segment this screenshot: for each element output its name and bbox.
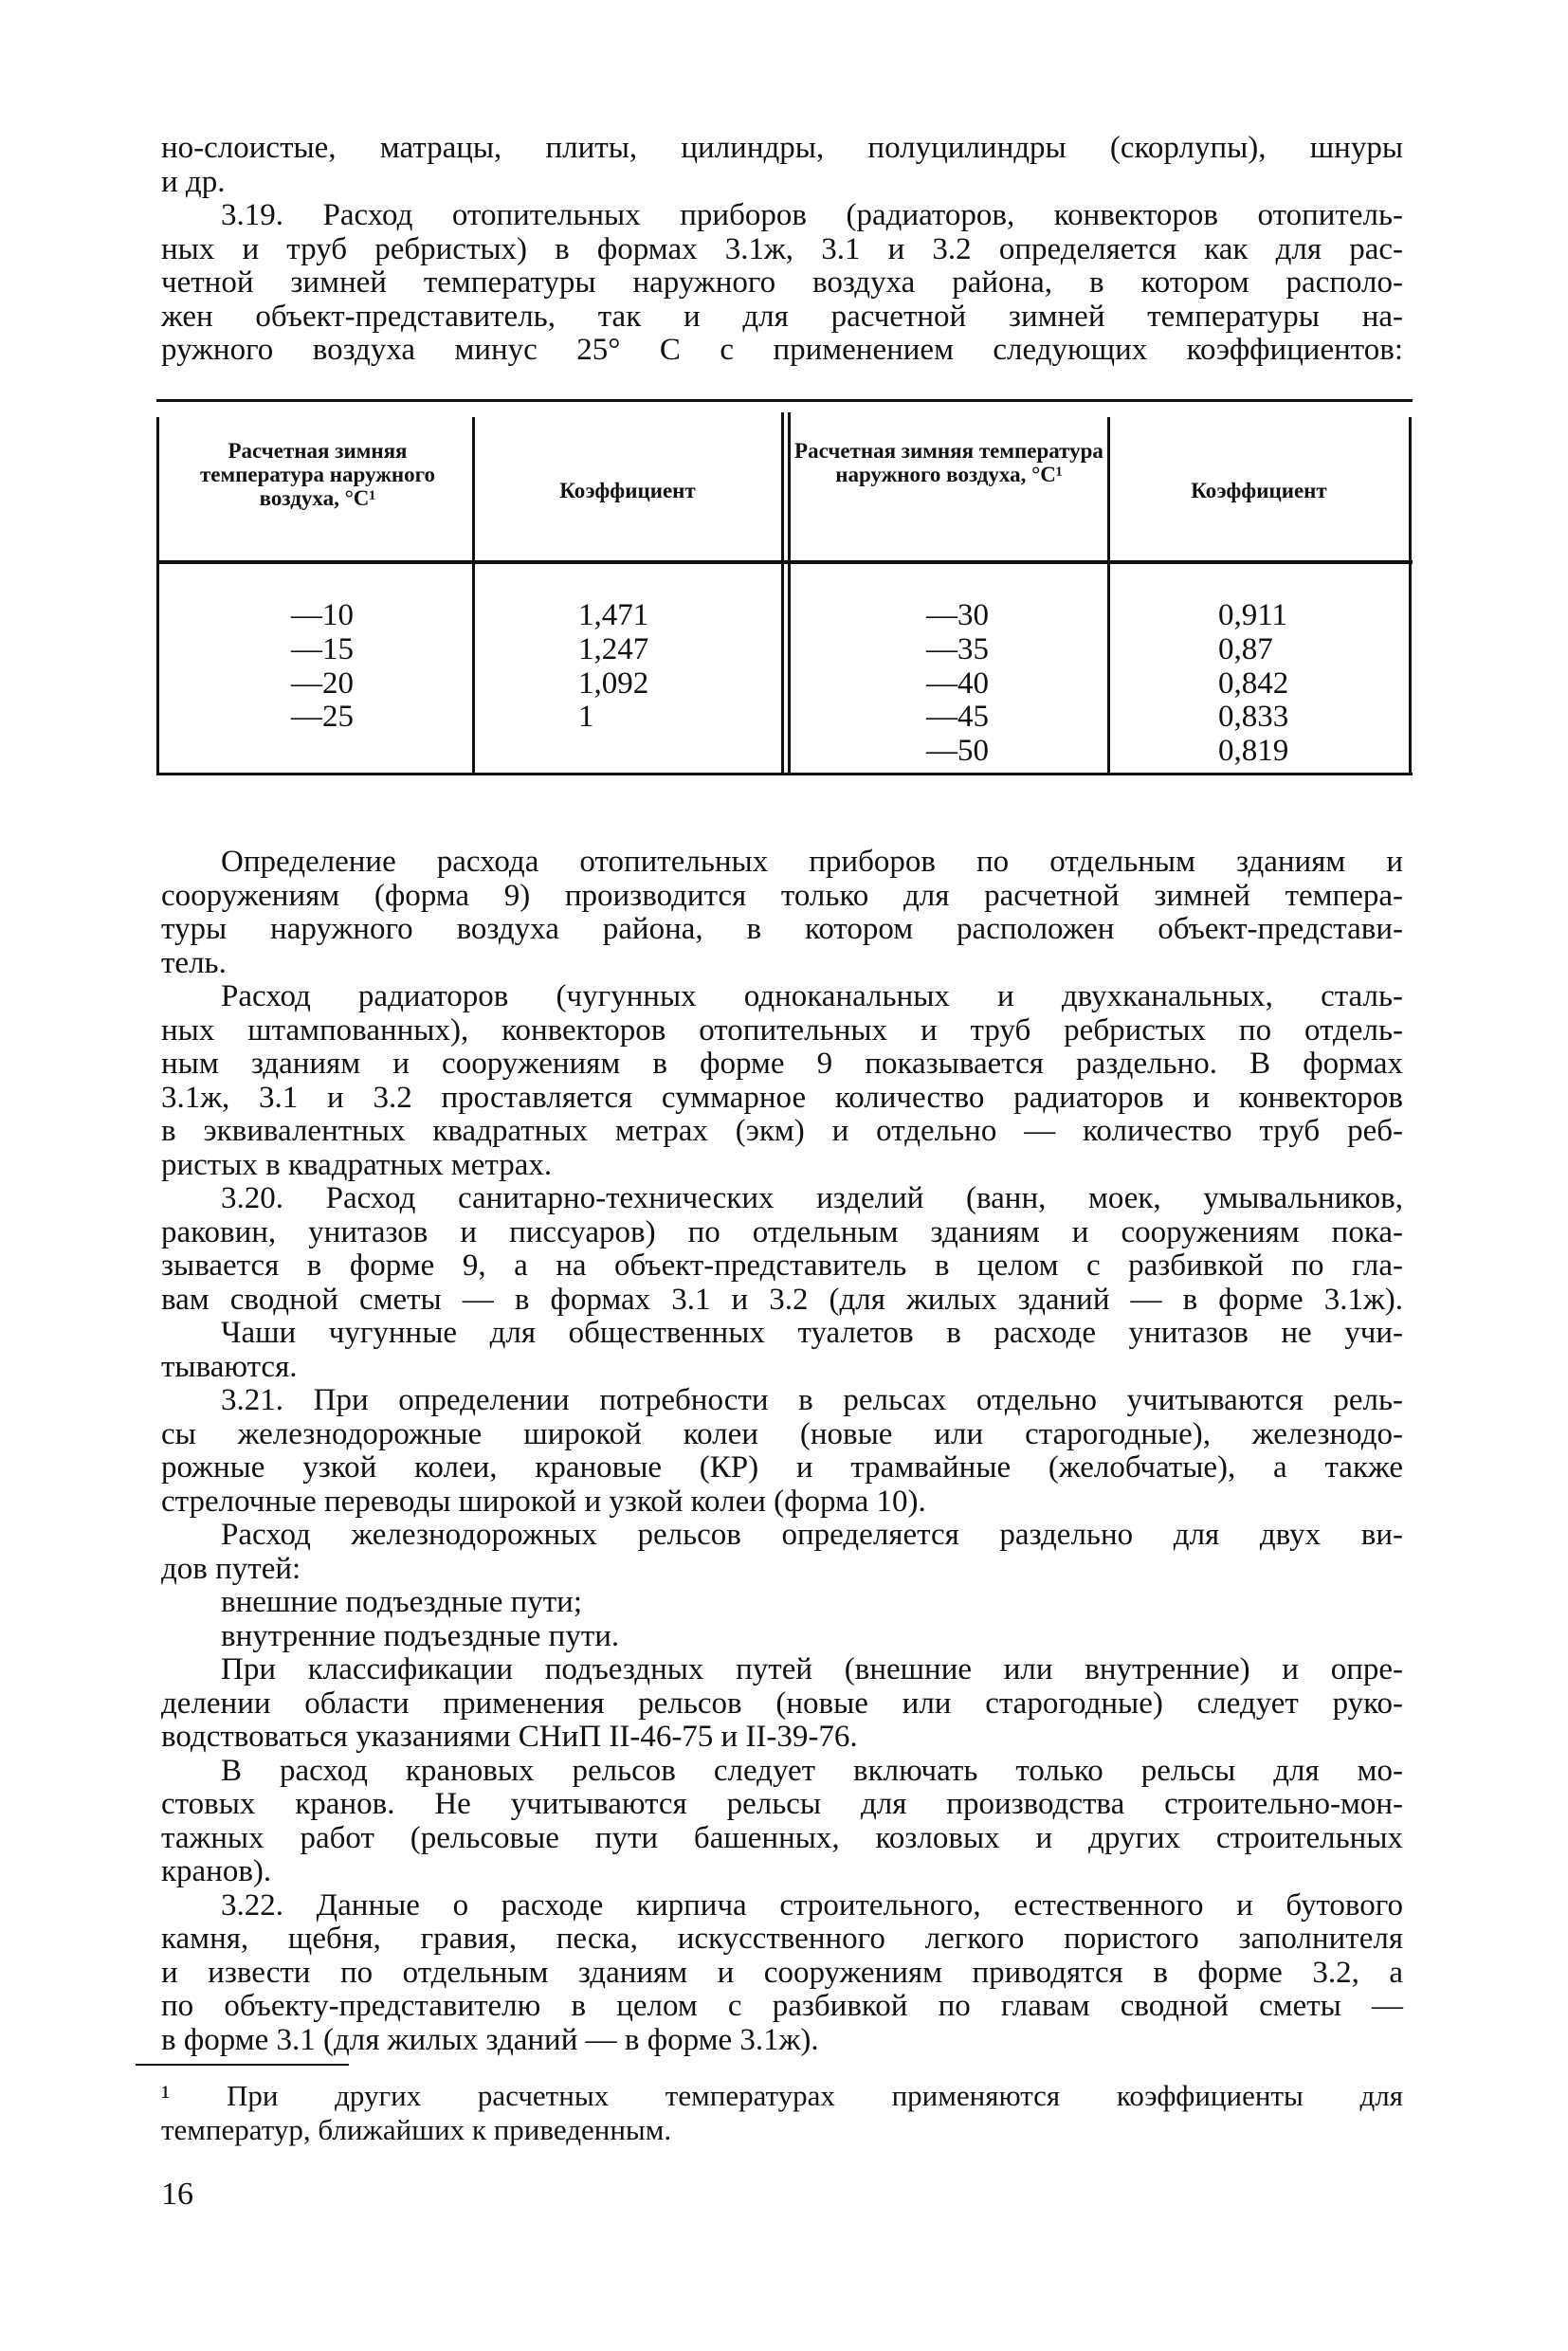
text-line: кранов). [161,1854,272,1888]
text-line: делении области применения рельсов (новые или старогодные) следует руко- [161,1686,1403,1721]
column-divider-double [781,412,784,775]
table-cell: —25 [291,700,354,735]
text-line: 3.22. Данные о расходе кирпича строительного, естественного и бутового [221,1887,1403,1923]
table-cell: —10 [291,598,354,632]
table-cell: —35 [926,631,989,666]
text-line: Определение расхода отопительных приборов по отдельным зданиям и [221,845,1403,879]
table-cell: —20 [291,665,354,701]
text-line: сооружениям (форма 9) производится только для расчетной зимней темпера- [161,878,1403,913]
footnote-rule [136,2064,349,2066]
table-cell: —15 [291,631,354,666]
page-number: 16 [161,2177,193,2212]
column-divider [472,417,475,775]
table-header-rule [156,560,1413,564]
table-border-left [156,417,159,775]
text-line: вам сводной сметы — в формах 3.1 и 3.2 (для жилых зданий — в форме 3.1ж). [161,1282,1403,1317]
footnote-line: температур, ближайших к приведенным. [161,2113,672,2146]
text-line: 3.1ж, 3.1 и 3.2 проставляется суммарное количество радиаторов и конвекторов [161,1080,1403,1115]
text-line: ружного воздуха минус 25° С с применением следующих коэффициентов: [161,333,1403,367]
table-cell: —50 [926,734,989,769]
text-line: Расход железнодорожных рельсов определяется раздельно для двух ви- [221,1518,1403,1552]
header-temperature-left: Расчетная зимняя температура наружного воздуха, °С¹ [199,439,436,510]
table-cell: 0,87 [1218,631,1273,666]
coefficient-column-left [578,599,692,735]
table-cell: 0,833 [1218,700,1289,735]
text-line: раковин, унитазов и писсуаров) по отдельным зданиям и сооружениям пока- [161,1214,1403,1249]
table-cell: —30 [926,598,989,632]
table-cell: —45 [926,700,989,735]
text-line: рожные узкой колеи, крановые (КР) и трамвайные (желобчатые), а также [161,1450,1403,1485]
footnote [161,2079,1403,2147]
table-bottom-rule [156,773,1413,775]
text-line: внешние подъездные пути; [221,1585,582,1619]
text-line: камня, щебня, гравия, песка, искусственного легкого пористого заполнителя [161,1922,1403,1956]
text-line: и др. [161,164,226,199]
text-line: стовых кранов. Не учитываются рельсы для производства строительно-мон- [161,1787,1403,1821]
text-line: 3.21. При определении потребности в рельсах отдельно учитываются рель- [221,1383,1403,1417]
text-line: внутренние подъездные пути. [221,1618,620,1653]
text-line: тываются. [161,1349,298,1384]
table-top-rule [156,399,1413,402]
column-divider-double [788,412,791,775]
text-line: четной зимней температуры наружного воздуха района, в котором располо- [161,265,1403,300]
text-line: тель. [161,945,227,980]
text-line: Чаши чугунные для общественных туалетов в расходе унитазов не учи- [221,1316,1403,1350]
text-line: в форме 3.1 (для жилых зданий — в форме 3.1ж). [161,2022,819,2057]
body-text [161,846,1403,2057]
table-cell: 1,471 [578,598,649,632]
footnote-line: ¹ При других расчетных температурах применяются коэффициенты для [161,2079,1403,2112]
text-line: по объекту-представителю в целом с разбивкой по главам сводной сметы — [161,1989,1403,2023]
text-line: ным зданиям и сооружениям в форме 9 показывается раздельно. В формах [161,1047,1403,1081]
text-line: и извести по отдельным зданиям и сооружениям приводятся в форме 3.2, а [161,1955,1403,1990]
table-cell: 0,819 [1218,734,1289,769]
text-line: но-слоистые, матрацы, плиты, цилиндры, полуцилиндры (скорлупы), шнуры [161,131,1403,165]
table-border-right [1409,417,1412,775]
text-line: в эквивалентных квадратных метрах (экм) и отдельно — количество труб реб- [161,1114,1403,1148]
text-line: зывается в форме 9, а на объект-представитель в целом с разбивкой по гла- [161,1248,1403,1283]
header-coefficient-right: Коэффициент [1191,479,1327,502]
text-line: сы железнодорожные широкой колеи (новые или старогодные), железнодо- [161,1416,1403,1451]
text-line: В расход крановых рельсов следует включать только рельсы для мо- [221,1753,1403,1788]
text-line: ных и труб ребристых) в формах 3.1ж, 3.1 и 3.2 определяется как для рас- [161,231,1403,266]
text-line: При классификации подъездных путей (внешние или внутренние) и опре- [221,1652,1403,1686]
table-cell: 0,842 [1218,665,1289,701]
text-line: водствоваться указаниями СНиП II-46-75 и II-39-76. [161,1720,858,1754]
text-line: тажных работ (рельсовые пути башенных, козловых и других строительных [161,1820,1403,1855]
table-cell: 1 [578,700,594,735]
table-cell: 0,911 [1218,598,1288,632]
text-line: стрелочные переводы широкой и узкой колеи (форма 10). [161,1484,926,1519]
text-line: ных штампованных), конвекторов отопительных и труб ребристых по отдель- [161,1012,1403,1048]
temperature-column-left [265,599,379,735]
text-line: жен объект-представитель, так и для расчетной зимней температуры на- [161,299,1403,334]
column-divider [1107,417,1110,775]
top-text [161,132,1403,368]
text-line: дов путей: [161,1551,301,1586]
table-cell: 1,092 [578,665,649,701]
text-line: 3.19. Расход отопительных приборов (радиаторов, конвекторов отопитель- [221,198,1403,232]
text-line: туры наружного воздуха района, в котором расположен объект-представи- [161,912,1403,946]
coefficient-column-right [1218,599,1332,769]
text-line: 3.20. Расход санитарно-технических изделий (ванн, моек, умывальников, [221,1181,1403,1215]
header-coefficient-left: Коэффициент [559,479,696,502]
text-line: ристых в квадратных метрах. [161,1147,553,1182]
text-line: Расход радиаторов (чугунных одноканальных и двухканальных, сталь- [221,979,1403,1013]
table-cell: 1,247 [578,631,649,666]
header-temperature-right: Расчетная зимняя температура наружного воздуха, °С¹ [794,439,1103,486]
table-cell: —40 [926,665,989,701]
temperature-column-right [901,599,1014,769]
